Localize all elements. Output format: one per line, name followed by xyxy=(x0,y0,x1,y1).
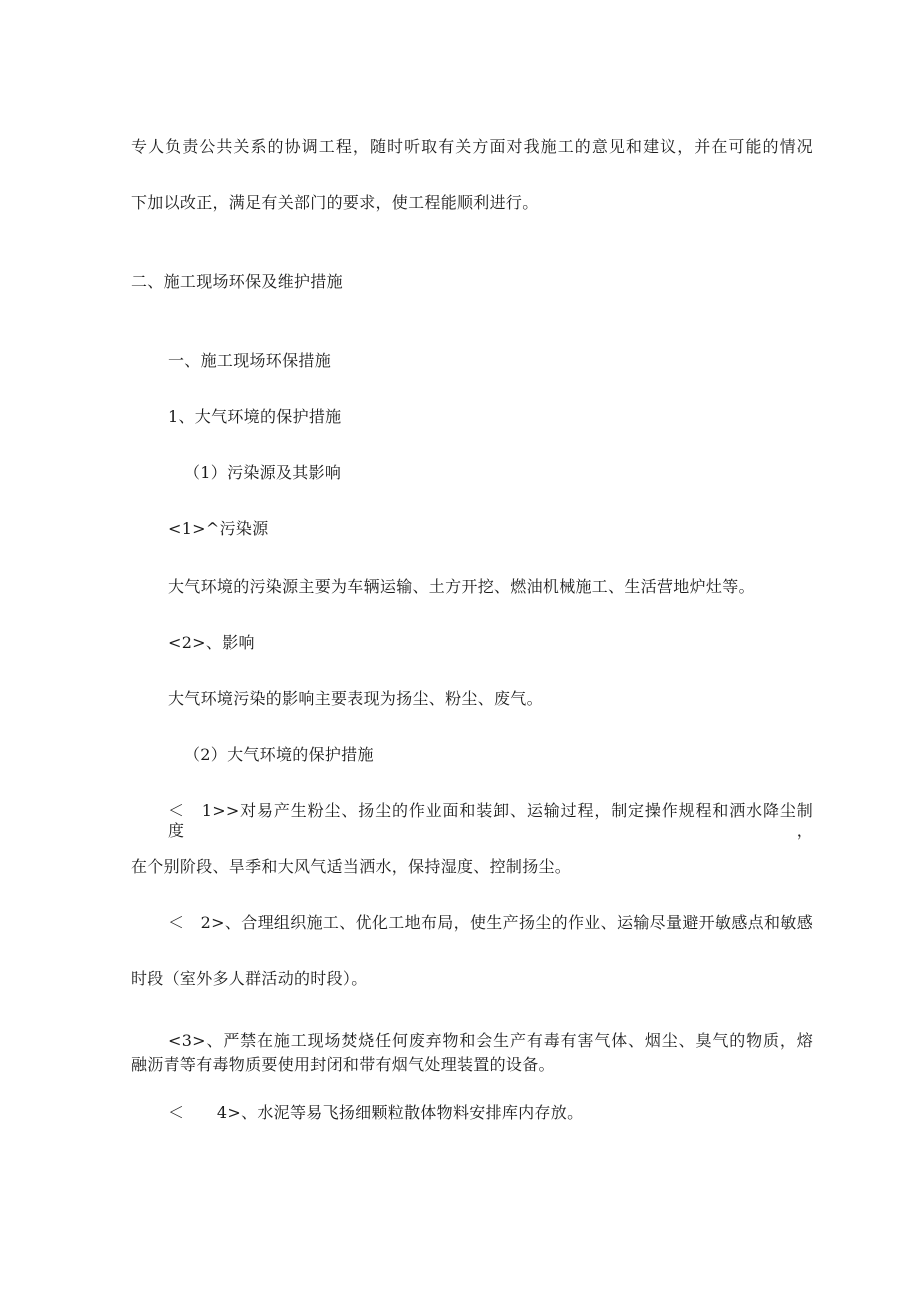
paragraph-line: ＜ 4>、水泥等易飞扬细颗粒散体物料安排库内存放。 xyxy=(168,1103,584,1122)
paragraph-line: 在个别阶段、旱季和大风气适当洒水，保持湿度、控制扬尘。 xyxy=(131,857,572,876)
paragraph-line: ＜ 2>、合理组织施工、优化工地布局，使生产扬尘的作业、运输尽量避开敏感点和敏感 xyxy=(168,913,813,932)
paragraph-line: <3>、严禁在施工现场焚烧任何废弃物和会生产有毒有害气体、烟尘、臭气的物质，熔 xyxy=(168,1031,813,1050)
paragraph-line: 时段（室外多人群活动的时段）。 xyxy=(131,969,368,988)
paragraph-line: ＜ 1>>对易产生粉尘、扬尘的作业面和装卸、运输过程，制定操作规程和洒水降尘制度， xyxy=(168,801,813,840)
paragraph-line: 大气环境的污染源主要为车辆运输、土方开挖、燃油机械施工、生活营地炉灶等。 xyxy=(168,577,755,596)
paragraph-line-2: 下加以改正，满足有关部门的要求，使工程能顺利进行。 xyxy=(131,193,539,212)
subsection-heading: 一、施工现场环保措施 xyxy=(168,351,332,370)
paragraph-line-1: 专人负责公共关系的协调工程，随时听取有关方面对我施工的意见和建议，并在可能的情况 xyxy=(131,137,813,156)
list-label: <1>^污染源 xyxy=(168,519,269,538)
paragraph-line: 大气环境污染的影响主要表现为扬尘、粉尘、废气。 xyxy=(168,689,543,708)
subitem-heading: （1）污染源及其影响 xyxy=(184,463,342,482)
subitem-heading: （2）大气环境的保护措施 xyxy=(184,745,374,764)
section-heading: 二、施工现场环保及维护措施 xyxy=(131,272,343,291)
list-label: <2>、影响 xyxy=(168,633,255,652)
item-heading: 1、大气环境的保护措施 xyxy=(168,407,342,426)
paragraph-line: 融沥青等有毒物质要使用封闭和带有烟气处理装置的设备。 xyxy=(131,1055,555,1074)
